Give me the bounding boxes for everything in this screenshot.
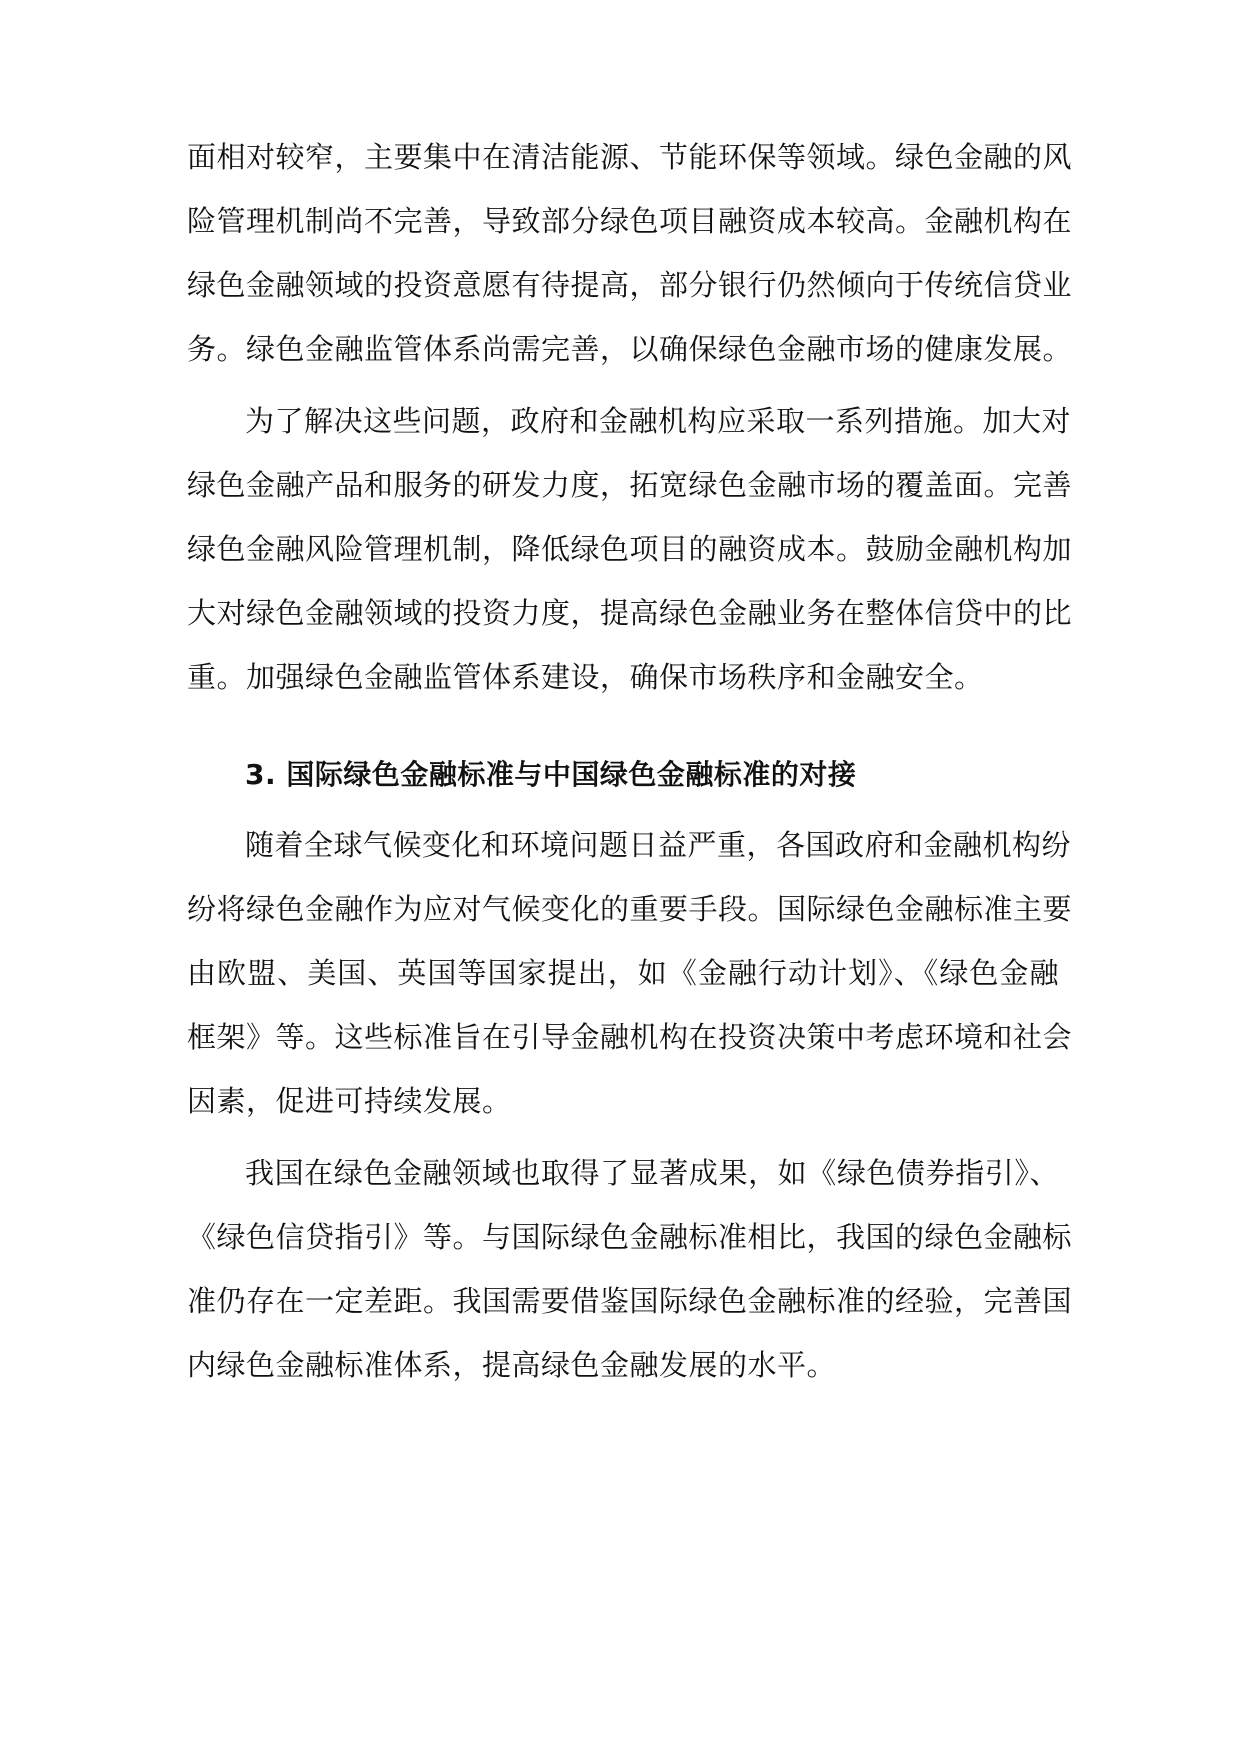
text-line: 框架》等。这些标准旨在引导金融机构在投资决策中考虑环境和社会 [187, 1020, 1073, 1054]
text-line: 绿色金融领域的投资意愿有待提高，部分银行仍然倾向于传统信贷业 [187, 268, 1073, 302]
text-line: 《绿色信贷指引》等。与国际绿色金融标准相比，我国的绿色金融标 [187, 1220, 1073, 1254]
text-line: 为了解决这些问题，政府和金融机构应采取一系列措施。加大对 [245, 404, 1072, 438]
text-line: 大对绿色金融领域的投资力度，提高绿色金融业务在整体信贷中的比 [187, 596, 1073, 630]
text-line: 内绿色金融标准体系，提高绿色金融发展的水平。 [187, 1348, 837, 1382]
text-line: 绿色金融风险管理机制，降低绿色项目的融资成本。鼓励金融机构加 [187, 532, 1073, 566]
text-line: 因素，促进可持续发展。 [187, 1084, 512, 1118]
text-line: 准仍存在一定差距。我国需要借鉴国际绿色金融标准的经验，完善国 [187, 1284, 1073, 1318]
text-line: 随着全球气候变化和环境问题日益严重，各国政府和金融机构纷 [245, 828, 1072, 862]
text-line: 由欧盟、美国、英国等国家提出，如《金融行动计划》、《绿色金融 [187, 956, 1059, 990]
text-line: 纷将绿色金融作为应对气候变化的重要手段。国际绿色金融标准主要 [187, 892, 1073, 926]
text-line: 我国在绿色金融领域也取得了显著成果，如《绿色债券指引》、 [245, 1156, 1059, 1190]
text-line: 务。绿色金融监管体系尚需完善，以确保绿色金融市场的健康发展。 [187, 332, 1073, 366]
section-heading: 3. 国际绿色金融标准与中国绿色金融标准的对接 [245, 758, 857, 791]
text-line: 绿色金融产品和服务的研发力度，拓宽绿色金融市场的覆盖面。完善 [187, 468, 1073, 502]
text-line: 险管理机制尚不完善，导致部分绿色项目融资成本较高。金融机构在 [187, 204, 1073, 238]
text-line: 重。加强绿色金融监管体系建设，确保市场秩序和金融安全。 [187, 660, 984, 694]
text-line: 面相对较窄，主要集中在清洁能源、节能环保等领域。绿色金融的风 [187, 140, 1073, 174]
